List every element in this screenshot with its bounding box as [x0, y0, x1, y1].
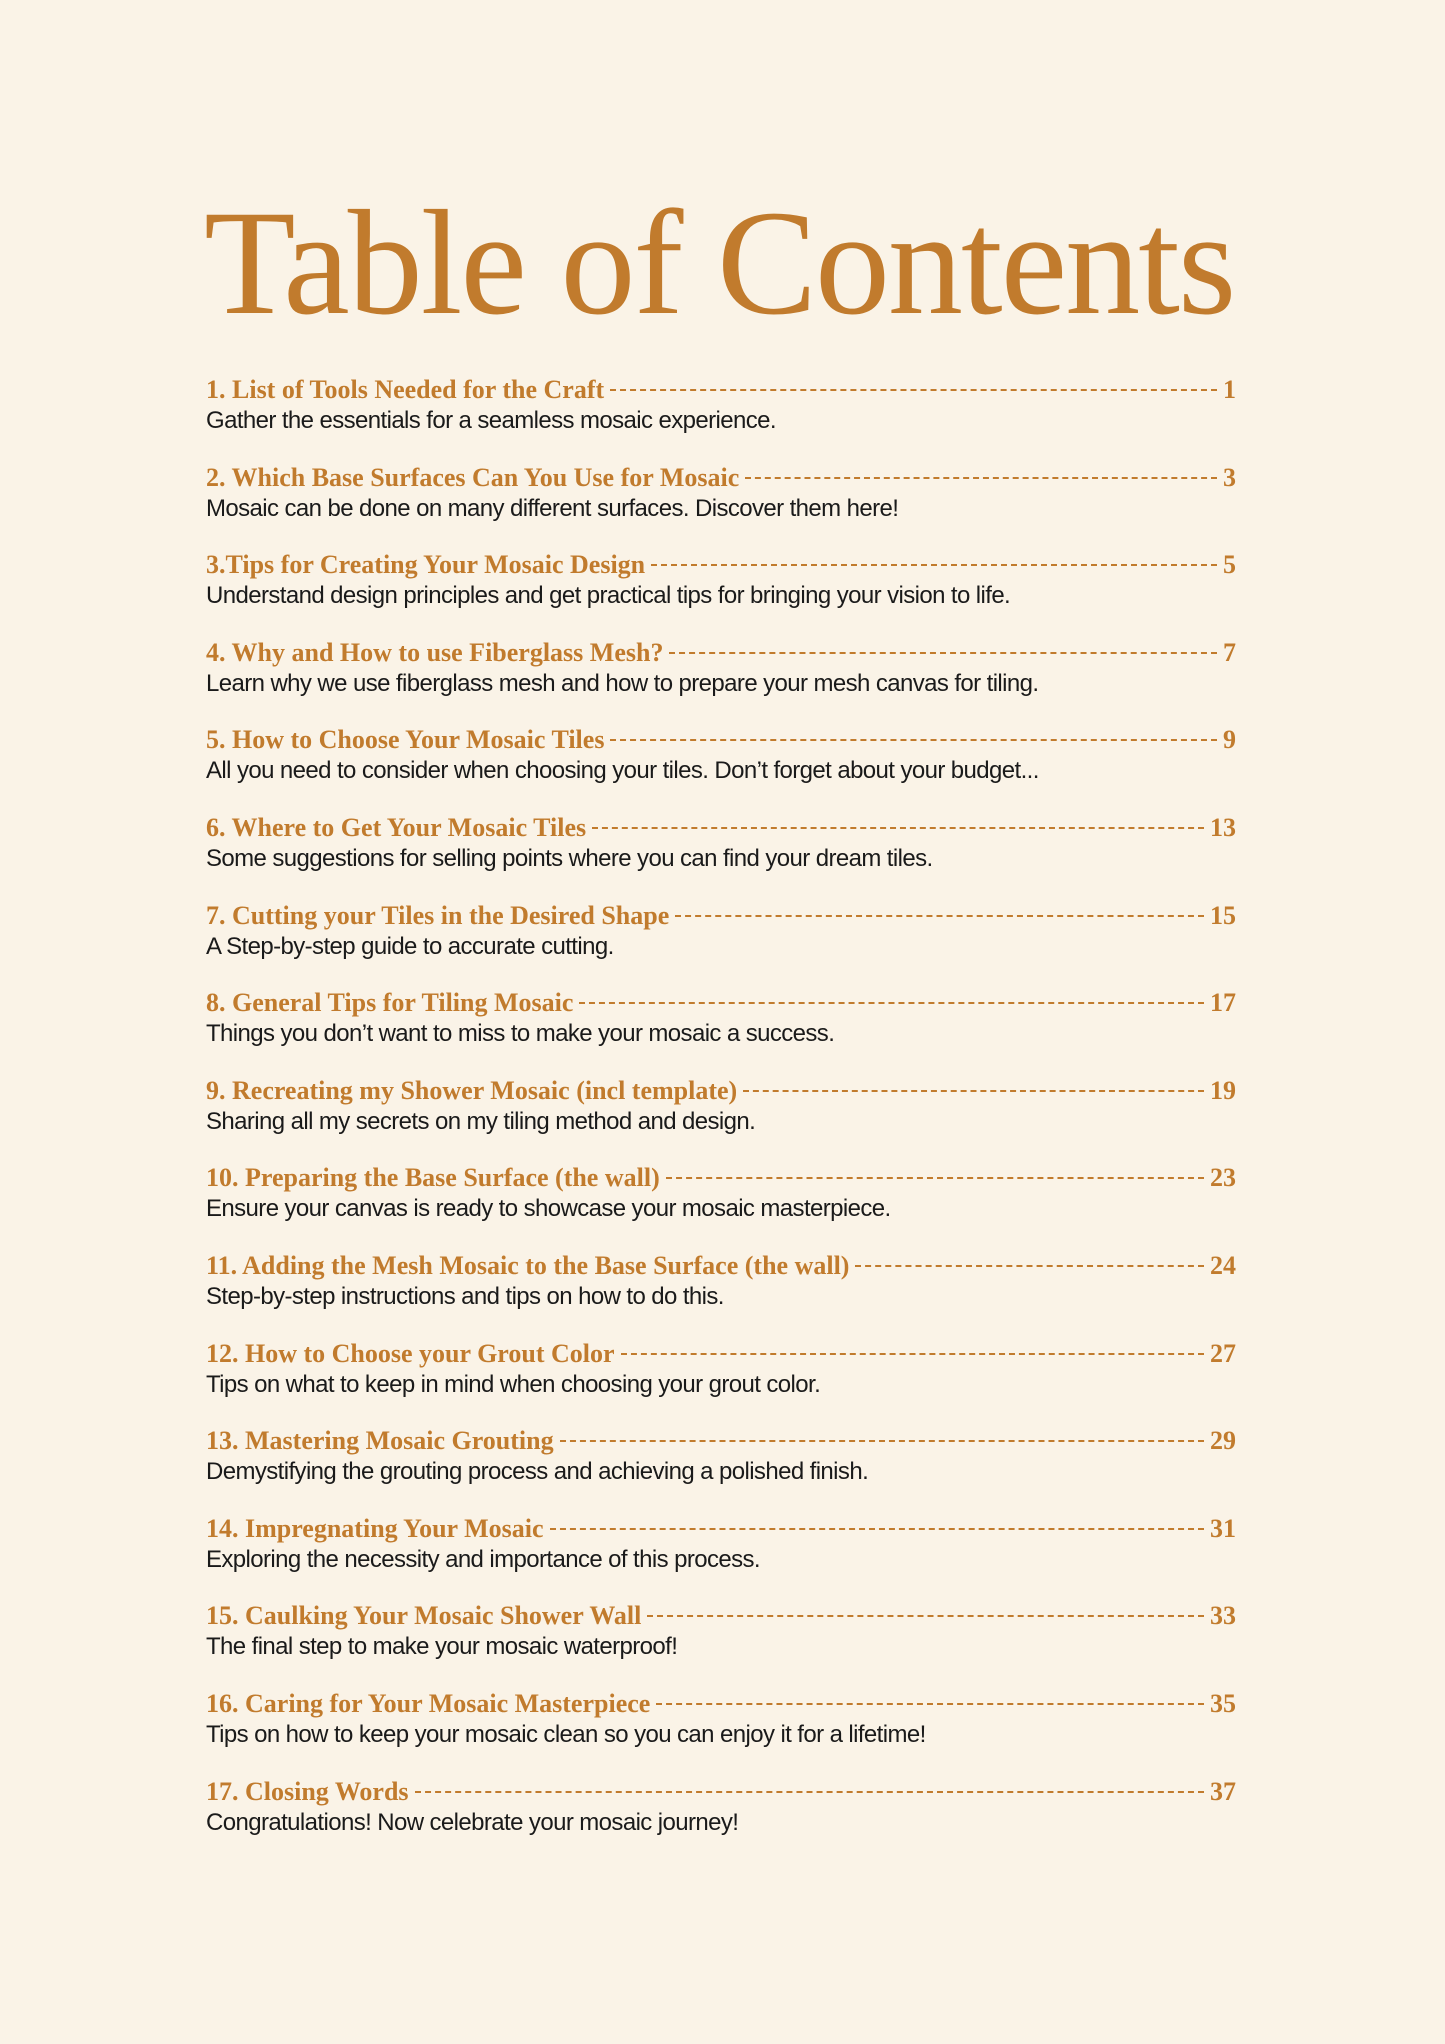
dotted-leader	[579, 1002, 1204, 1004]
toc-entry[interactable]	[206, 1424, 1236, 1512]
toc-heading[interactable]: 2. Which Base Surfaces Can You Use for Mosaic	[206, 462, 740, 492]
toc-entry[interactable]	[206, 548, 1236, 636]
toc-entry[interactable]	[206, 1161, 1236, 1249]
toc-entry[interactable]	[206, 986, 1236, 1074]
toc-entry[interactable]	[206, 1074, 1236, 1162]
toc-heading-line[interactable]	[206, 811, 1236, 845]
toc-heading-line[interactable]	[206, 373, 1236, 407]
toc-description: The final step to make your mosaic waterproof!	[206, 1633, 678, 1661]
dotted-leader	[669, 652, 1217, 654]
toc-page-number: 9	[1223, 725, 1236, 755]
toc-heading-line[interactable]	[206, 1424, 1236, 1458]
dotted-leader	[610, 389, 1217, 391]
toc-heading[interactable]: 17. Closing Words	[206, 1776, 409, 1806]
toc-page-number: 33	[1210, 1601, 1236, 1631]
toc-heading[interactable]: 3.Tips for Creating Your Mosaic Design	[206, 550, 646, 580]
toc-list	[206, 373, 1236, 1862]
toc-entry[interactable]	[206, 1687, 1236, 1775]
toc-description: Exploring the necessity and importance of this process.	[206, 1545, 760, 1573]
toc-entry[interactable]	[206, 723, 1236, 811]
toc-description: Learn why we use fiberglass mesh and how to prepare your mesh canvas for tiling.	[206, 669, 1039, 697]
toc-heading-line[interactable]	[206, 723, 1236, 757]
dotted-leader	[621, 1353, 1204, 1355]
dotted-leader	[656, 1703, 1204, 1705]
toc-heading-line[interactable]	[206, 1599, 1236, 1633]
toc-entry[interactable]	[206, 1775, 1236, 1863]
toc-heading-line[interactable]	[206, 1775, 1236, 1809]
toc-entry[interactable]	[206, 811, 1236, 899]
toc-heading-line[interactable]	[206, 636, 1236, 670]
toc-entry[interactable]	[206, 373, 1236, 461]
toc-heading-line[interactable]	[206, 986, 1236, 1020]
toc-page-number: 27	[1210, 1338, 1236, 1368]
dotted-leader	[647, 1615, 1204, 1617]
toc-page-number: 37	[1210, 1776, 1236, 1806]
toc-description: Gather the essentials for a seamless mosaic experience.	[206, 407, 776, 434]
toc-heading[interactable]: 12. How to Choose your Grout Color	[206, 1338, 615, 1368]
toc-description: Ensure your canvas is ready to showcase your mosaic masterpiece.	[206, 1195, 891, 1223]
dotted-leader	[675, 915, 1204, 917]
toc-description: Tips on how to keep your mosaic clean so you can enjoy it for a lifetime!	[206, 1720, 926, 1748]
toc-heading[interactable]: 13. Mastering Mosaic Grouting	[206, 1426, 554, 1456]
toc-page-number: 35	[1210, 1688, 1236, 1718]
toc-page-number: 13	[1210, 812, 1236, 842]
toc-page-number: 19	[1210, 1075, 1236, 1105]
page-title: Table of Contents	[204, 180, 1235, 346]
toc-entry[interactable]	[206, 1337, 1236, 1425]
toc-entry[interactable]	[206, 899, 1236, 987]
toc-heading[interactable]: 15. Caulking Your Mosaic Shower Wall	[206, 1601, 642, 1631]
toc-heading-line[interactable]	[206, 1337, 1236, 1371]
toc-heading[interactable]: 8. General Tips for Tiling Mosaic	[206, 988, 574, 1018]
toc-heading[interactable]: 10. Preparing the Base Surface (the wall)	[206, 1163, 660, 1193]
toc-heading[interactable]: 6. Where to Get Your Mosaic Tiles	[206, 812, 587, 842]
toc-heading-line[interactable]	[206, 461, 1236, 495]
toc-page-number: 7	[1223, 637, 1236, 667]
toc-description: Understand design principles and get practical tips for bringing your vision to life.	[206, 582, 1011, 610]
toc-heading[interactable]: 16. Caring for Your Mosaic Masterpiece	[206, 1688, 651, 1718]
toc-page-number: 3	[1223, 462, 1236, 492]
toc-page-number: 15	[1210, 900, 1236, 930]
toc-entry[interactable]	[206, 636, 1236, 724]
dotted-leader	[610, 739, 1217, 741]
toc-description: All you need to consider when choosing your tiles. Don’t forget about your budget...	[206, 757, 1039, 785]
toc-heading-line[interactable]	[206, 1249, 1236, 1283]
toc-description: Step-by-step instructions and tips on how to do this.	[206, 1282, 724, 1310]
dotted-leader	[855, 1265, 1204, 1267]
toc-entry[interactable]	[206, 461, 1236, 549]
toc-page-number: 23	[1210, 1163, 1236, 1193]
toc-page-number: 1	[1223, 375, 1236, 404]
toc-heading[interactable]: 9. Recreating my Shower Mosaic (incl template)	[206, 1075, 738, 1105]
toc-entry[interactable]	[206, 1512, 1236, 1600]
dotted-leader	[745, 477, 1217, 479]
toc-entry[interactable]	[206, 1599, 1236, 1687]
toc-description: Tips on what to keep in mind when choosing your grout color.	[206, 1370, 821, 1398]
toc-heading-line[interactable]	[206, 899, 1236, 933]
toc-description: A Step-by-step guide to accurate cutting.	[206, 932, 614, 960]
dotted-leader	[560, 1440, 1204, 1442]
dotted-leader	[666, 1177, 1204, 1179]
toc-heading-line[interactable]	[206, 548, 1236, 582]
toc-page-number: 29	[1210, 1426, 1236, 1456]
toc-description: Mosaic can be done on many different surfaces. Discover them here!	[206, 494, 899, 522]
toc-heading-line[interactable]	[206, 1074, 1236, 1108]
toc-heading[interactable]: 7. Cutting your Tiles in the Desired Shape	[206, 900, 670, 930]
dotted-leader	[550, 1528, 1204, 1530]
toc-heading[interactable]: 14. Impregnating Your Mosaic	[206, 1513, 544, 1543]
toc-heading-line[interactable]	[206, 1512, 1236, 1546]
toc-description: Demystifying the grouting process and achieving a polished finish.	[206, 1458, 869, 1486]
toc-description: Some suggestions for selling points where you can find your dream tiles.	[206, 844, 933, 872]
dotted-leader	[415, 1791, 1204, 1793]
toc-heading[interactable]: 5. How to Choose Your Mosaic Tiles	[206, 725, 605, 755]
toc-page-number: 17	[1210, 988, 1236, 1018]
toc-page-number: 5	[1223, 550, 1236, 580]
dotted-leader	[743, 1090, 1204, 1092]
toc-heading-line[interactable]	[206, 1161, 1236, 1195]
toc-description: Things you don’t want to miss to make your mosaic a success.	[206, 1020, 835, 1048]
dotted-leader	[651, 564, 1217, 566]
toc-description: Congratulations! Now celebrate your mosaic journey!	[206, 1808, 739, 1836]
toc-heading[interactable]: 11. Adding the Mesh Mosaic to the Base Surface (the wall)	[206, 1250, 850, 1280]
toc-page-number: 31	[1210, 1513, 1236, 1543]
toc-page-number: 24	[1210, 1250, 1236, 1280]
toc-entry[interactable]	[206, 1249, 1236, 1337]
toc-heading[interactable]: 1. List of Tools Needed for the Craft	[206, 375, 605, 404]
dotted-leader	[592, 827, 1204, 829]
toc-heading-line[interactable]	[206, 1687, 1236, 1721]
toc-description: Sharing all my secrets on my tiling method and design.	[206, 1107, 756, 1135]
toc-heading[interactable]: 4. Why and How to use Fiberglass Mesh?	[206, 637, 664, 667]
